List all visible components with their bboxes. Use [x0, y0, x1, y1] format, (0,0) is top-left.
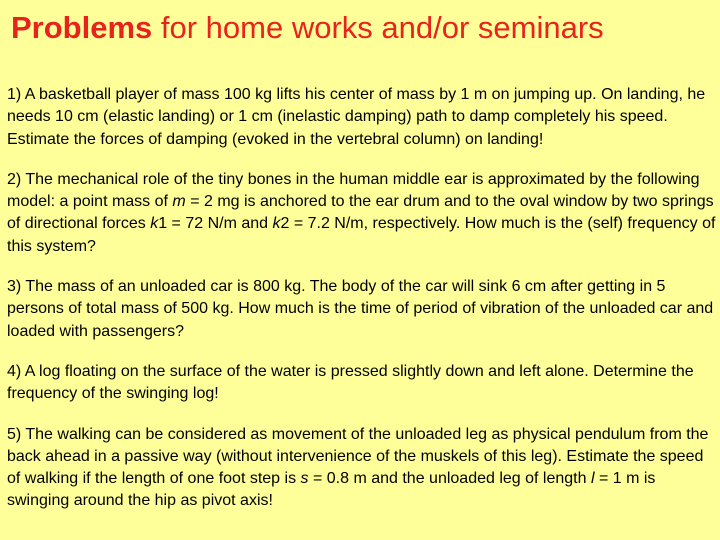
- title-rest: for home works and/or seminars: [152, 10, 604, 45]
- symbol-k2: k: [272, 215, 281, 233]
- problem-2-text-b: = 2 mg is anchored to the ear drum and to the oval window by two springs of directional forces: [7, 193, 714, 233]
- problem-3: 3) The mass of an unloaded car is 800 kg. The body of the car will sink 6 cm after getting in 5 persons of total mass of 500 kg. How much is the time of period of vibration of the unloaded car and loaded with passengers?: [7, 278, 714, 340]
- problem-2-text-d: 2 = 7.2 N/m, respectively. How much is the (self) frequency of this system?: [7, 215, 716, 255]
- problem-list: [7, 84, 716, 513]
- page-title: [11, 8, 604, 48]
- symbol-k1: k: [150, 215, 159, 233]
- problem-5-text-a: 5) The walking can be considered as movement of the unloaded leg as physical pendulum from the back ahead in a passive way (without intervenience of the muskels of this leg). Estimate the speed of walking if the length of one foot step is: [7, 425, 709, 488]
- problem-5-text-b: = 0.8 m and the unloaded leg of length: [308, 470, 591, 488]
- problem-4: 4) A log floating on the surface of the water is pressed slightly down and left alone. Determine the frequency of the swinging log!: [7, 362, 694, 403]
- problem-2-text-a: 2) The mechanical role of the tiny bones in the human middle ear is approximated by the following model: a point mass of: [7, 170, 700, 211]
- problem-2: [7, 169, 716, 258]
- symbol-m: m: [172, 193, 186, 211]
- problem-5: [7, 424, 716, 513]
- symbol-l: l: [590, 470, 595, 488]
- title-emphasis: Problems: [11, 10, 153, 45]
- problem-1: 1) A basketball player of mass 100 kg lifts his center of mass by 1 m on jumping up. On landing, he needs 10 cm (elastic landing) or 1 cm (inelastic damping) path to damp completely his speed. Estimate the forces of damping (evoked in the vertebral column) on landing!: [7, 86, 706, 148]
- problem-2-text-c: 1 = 72 N/m and: [158, 215, 273, 233]
- symbol-s: s: [300, 470, 309, 488]
- problem-5-text-c: = 1 m is swinging around the hip as pivot axis!: [7, 470, 656, 510]
